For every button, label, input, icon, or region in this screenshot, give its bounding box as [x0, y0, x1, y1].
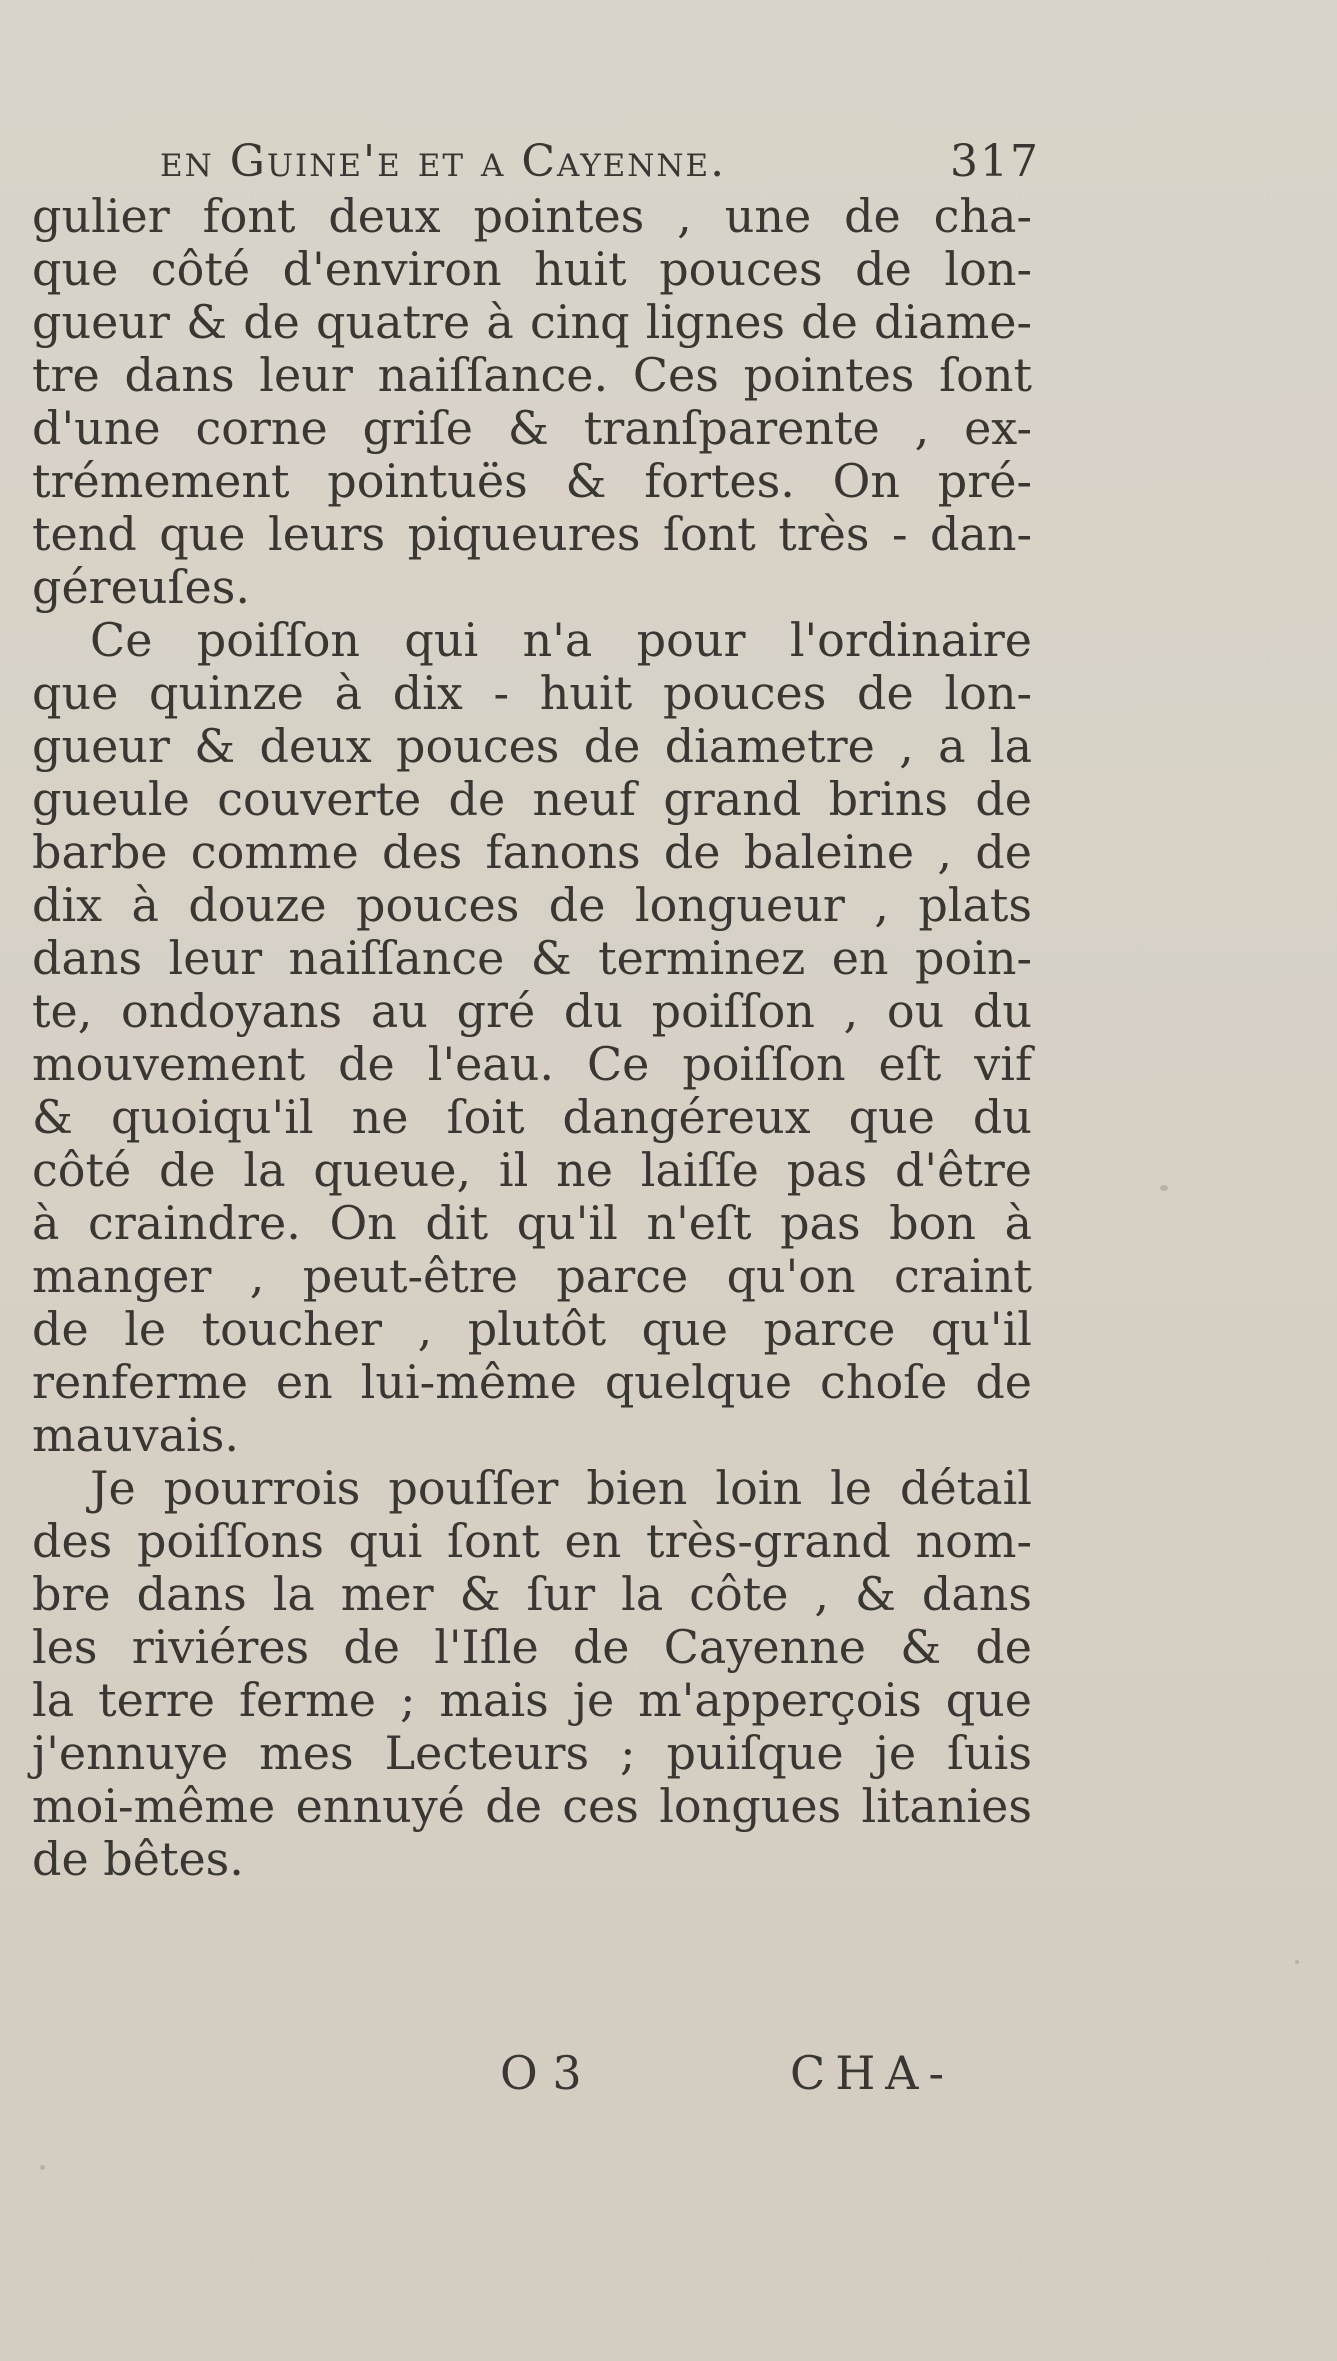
text-line: mouvement de l'eau. Ce poiſſon eſt vif [32, 1037, 1032, 1091]
text-line: à craindre. On dit qu'il n'eſt pas bon à [32, 1196, 1032, 1250]
text-line: barbe comme des fanons de baleine , de [32, 825, 1032, 879]
text-line: que côté d'environ huit pouces de lon- [32, 242, 1032, 296]
paper-speck [1160, 1185, 1168, 1191]
paragraph-start-line: Ce poiſſon qui n'a pour l'ordinaire [90, 613, 1032, 667]
paragraph-start-line: Je pourrois pouſſer bien loin le détail [90, 1461, 1032, 1515]
text-line: d'une corne griſe & tranſparente , ex- [32, 401, 1032, 455]
text-line: tre dans leur naiſſance. Ces pointes ſont [32, 348, 1032, 402]
text-line: dans leur naiſſance & terminez en poin- [32, 931, 1032, 985]
text-line: renferme en lui-même quelque choſe de [32, 1355, 1032, 1409]
paragraph-end-line: de bêtes. [32, 1832, 244, 1886]
paragraph-end-line: géreuſes. [32, 560, 250, 614]
running-head [160, 132, 1040, 192]
text-line: gueur & de quatre à cinq lignes de diame- [32, 295, 1032, 349]
running-title: en Guine'e et a Cayenne. [160, 136, 727, 187]
text-line: & quoiqu'il ne ſoit dangéreux que du [32, 1090, 1032, 1144]
signature-mark: O 3 [500, 2046, 582, 2100]
page-number: 317 [950, 136, 1040, 187]
text-line: gueur & deux pouces de diametre , a la [32, 719, 1032, 773]
text-line: tend que leurs piqueures ſont très - dan- [32, 507, 1032, 561]
text-line: côté de la queue, il ne laiſſe pas d'être [32, 1143, 1032, 1197]
text-line: j'ennuye mes Lecteurs ; puiſque je ſuis [32, 1726, 1032, 1780]
paper-speck [40, 2165, 45, 2170]
text-line: les riviéres de l'Iſle de Cayenne & de [32, 1620, 1032, 1674]
text-line: te, ondoyans au gré du poiſſon , ou du [32, 984, 1032, 1038]
text-line: bre dans la mer & ſur la côte , & dans [32, 1567, 1032, 1621]
text-line: gulier font deux pointes , une de cha- [32, 189, 1032, 243]
catchword: CHA- [790, 2046, 955, 2100]
text-line: que quinze à dix - huit pouces de lon- [32, 666, 1032, 720]
text-line: dix à douze pouces de longueur , plats [32, 878, 1032, 932]
body-text [32, 190, 1032, 1886]
paragraph-end-line: mauvais. [32, 1408, 240, 1462]
text-line: manger , peut-être parce qu'on craint [32, 1249, 1032, 1303]
text-line: trémement pointuës & fortes. On pré- [32, 454, 1032, 508]
text-line: de le toucher , plutôt que parce qu'il [32, 1302, 1032, 1356]
text-line: moi-même ennuyé de ces longues litanies [32, 1779, 1032, 1833]
text-line: des poiſſons qui ſont en très-grand nom- [32, 1514, 1032, 1568]
text-line: gueule couverte de neuf grand brins de [32, 772, 1032, 826]
footer [500, 2043, 1020, 2103]
text-line: la terre ferme ; mais je m'apperçois que [32, 1673, 1032, 1727]
paper-speck [1295, 1960, 1299, 1964]
